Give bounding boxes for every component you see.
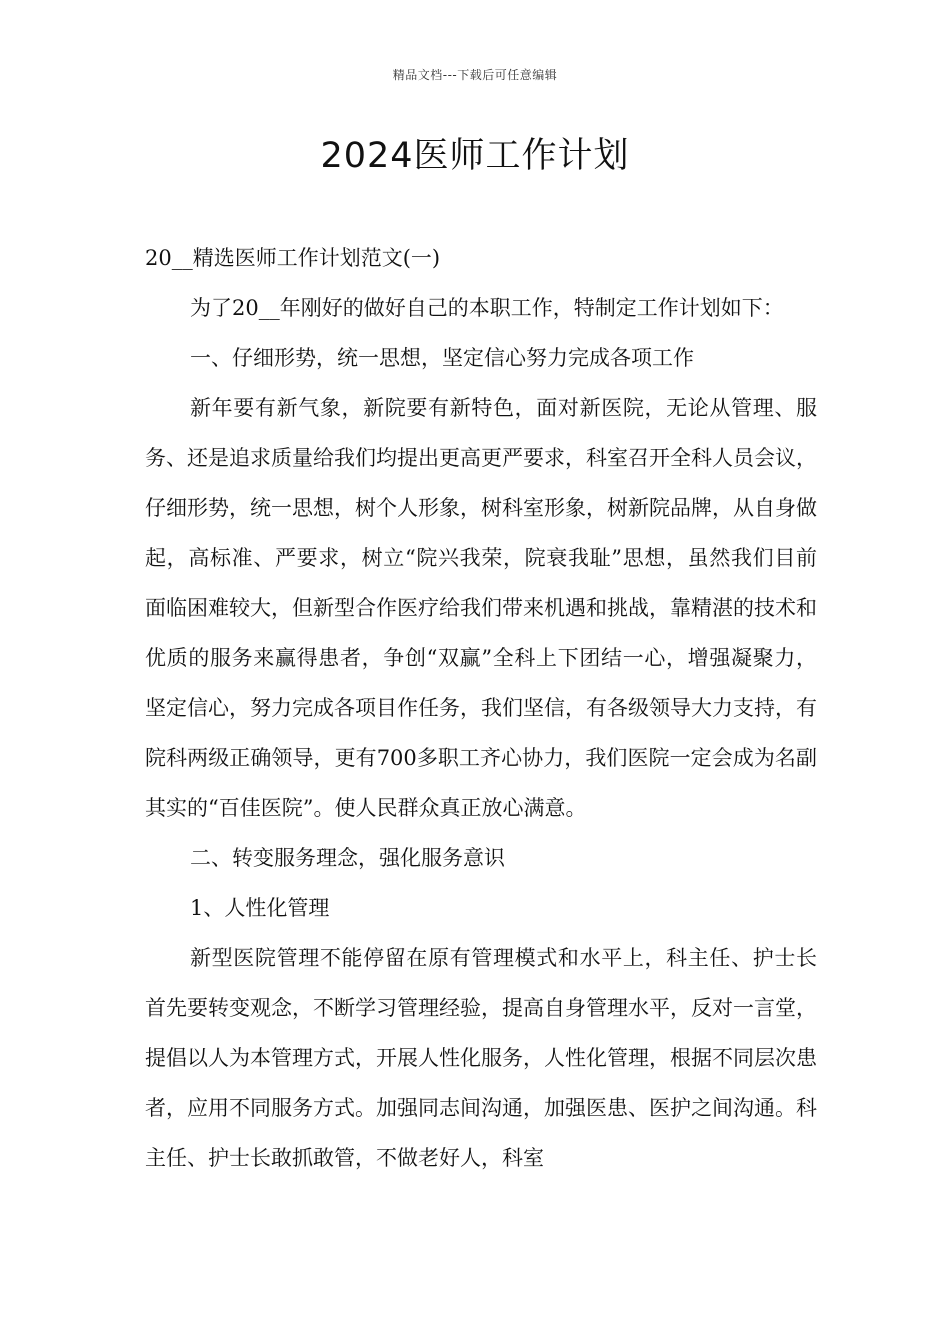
section-heading-1: 一、仔细形势，统一思想，坚定信心努力完成各项工作 (190, 346, 694, 370)
paragraph-body-2: 新型医院管理不能停留在原有管理模式和水平上，科主任、护士长首先要转变观念，不断学习管理经验，提高自身管理水平，反对一言堂，提倡以人为本管理方式，开展人性化服务，人性化管理，根据不同层次患者，应用不同服务方式。加强同志间沟通，加强医患、医护之间沟通。科主任、护士长敢抓敢管，不做老好人，科室 (145, 946, 817, 1170)
section-heading-2: 二、转变服务理念，强化服务意识 (190, 846, 505, 870)
paragraph-subtitle: 20__精选医师工作计划范文(一) (145, 246, 441, 270)
paragraph-intro: 为了20__年刚好的做好自己的本职工作，特制定工作计划如下： (190, 296, 784, 320)
paragraph-body-1: 新年要有新气象，新院要有新特色，面对新医院，无论从管理、服务、还是追求质量给我们均提出更高更严要求，科室召开全科人员会议，仔细形势，统一思想，树个人形象，树科室形象，树新院品牌，从自身做起，高标准、严要求，树立“院兴我荣，院衰我耻”思想，虽然我们目前面临困难较大，但新型合作医疗给我们带来机遇和挑战，靠精湛的技术和优质的服务来赢得患者，争创“双赢”全科上下团结一心，增强凝聚力，坚定信心，努力完成各项目作任务，我们坚信，有各级领导大力支持，有院科两级正确领导，更有700多职工齐心协力，我们医院一定会成为名副其实的“百佳医院”。使人民群众真正放心满意。 (145, 396, 817, 820)
header-note: 精品文档---下载后可任意编辑 (392, 68, 558, 82)
subsection-heading-1: 1、人性化管理 (190, 896, 330, 920)
document-body (145, 233, 817, 1183)
document-title: 2024医师工作计划 (320, 136, 630, 176)
